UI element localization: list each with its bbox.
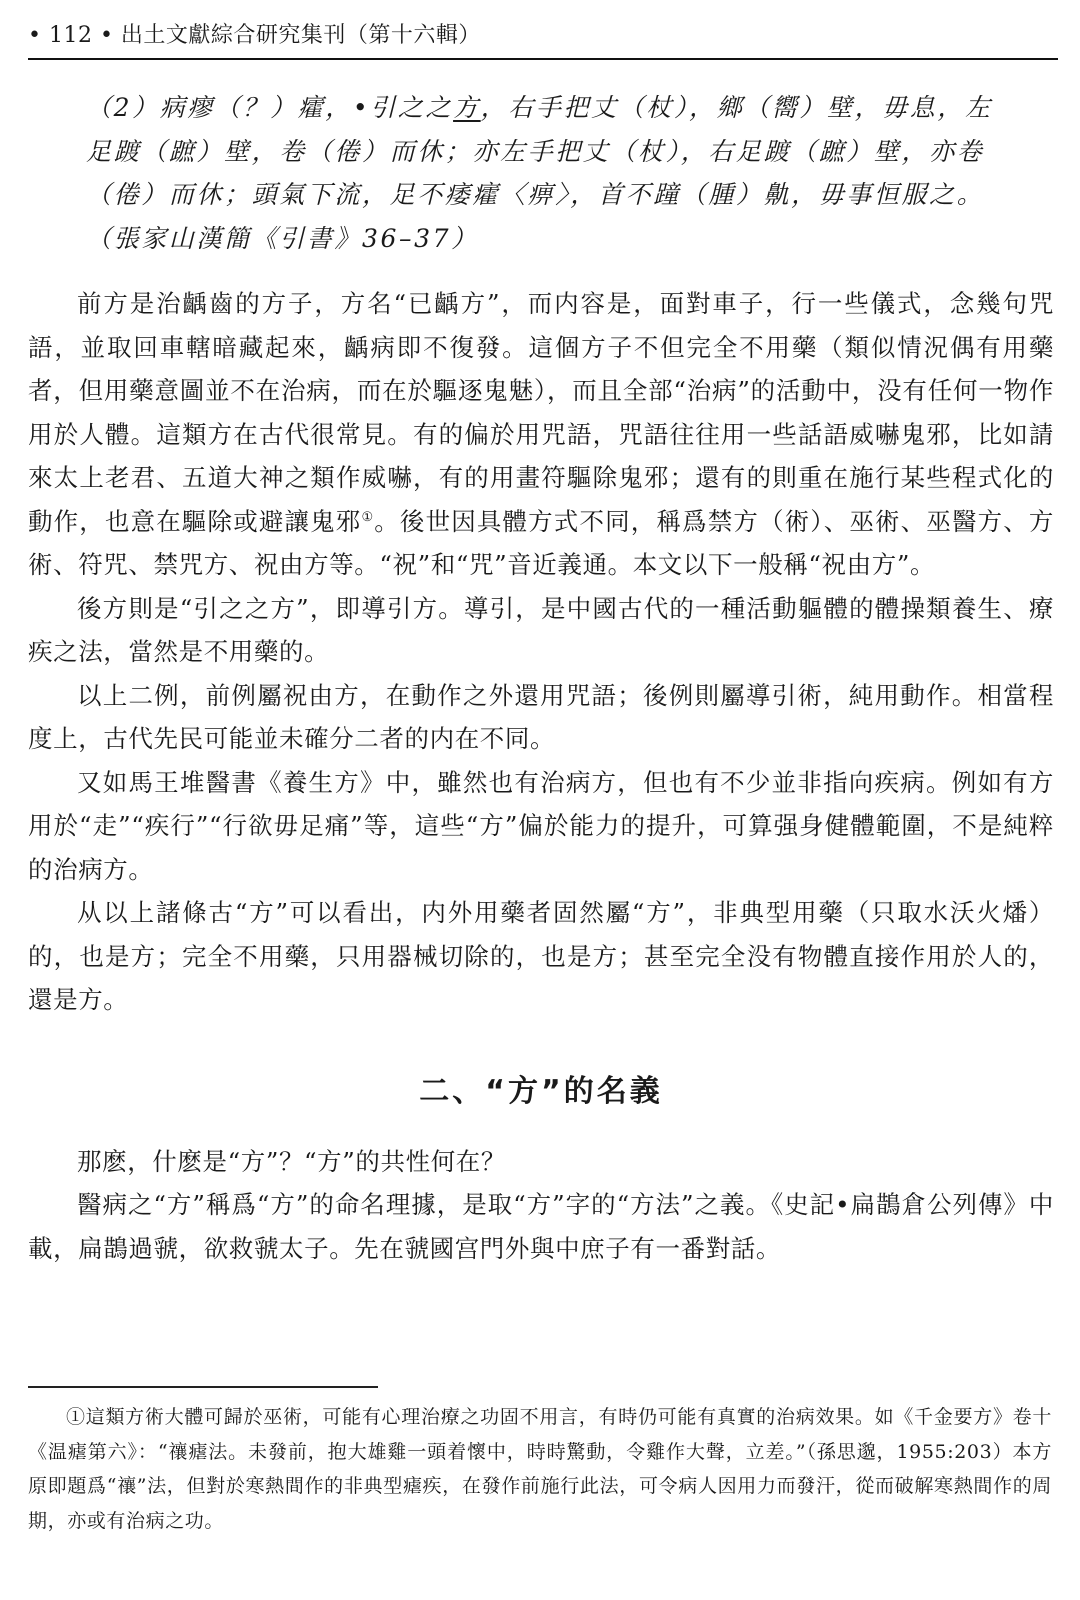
block-quote [86, 86, 996, 260]
body-text-section-one [28, 282, 1054, 1022]
page-body [28, 86, 1054, 1270]
paragraph-1 [28, 282, 1054, 587]
quote-text-start: （2）病瘳（？）癨，•引之之 [86, 93, 454, 122]
paragraph-6: 那麽，什麽是“方”？“方”的共性何在？ [77, 1146, 506, 1176]
footnote-1: ①這類方術大體可歸於巫術，可能有心理治療之功固不用言，有時仍可能有真實的治病效果。如《千金要方》卷十《温瘧第六》：“禳瘧法。未發前，抱大雄雞一頭着懷中，時時驚動，令雞作大聲，立差。”（孫思邈，1955:203）本方原即題爲“禳”法，但對於寒熱間作的非典型瘧疾，在發作前施行此法，可令病人因用力而發汗，從而破解寒熱間作的周期，亦或有治病之功。 [28, 1406, 1052, 1532]
section-heading: 二、“方”的名義 [419, 1073, 663, 1109]
body-text-section-two [28, 1140, 1054, 1271]
paragraph-4: 又如馬王堆醫書《養生方》中，雖然也有治病方，但也有不少並非指向疾病。例如有方用於“走”“疾行”“行欲毋足痛”等，這些“方”偏於能力的提升，可算强身健體範圍，不是純粹的治病方。 [28, 767, 1054, 884]
paragraph-1-text-a: 前方是治齲齒的方子，方名“已齲方”，而内容是，面對車子，行一些儀式，念幾句咒語，並取回車轄暗藏起來，齲病即不復發。這個方子不但完全不用藥（類似情況偶有用藥者，但用藥意圖並不在治病，而在於驅逐鬼魅），而且全部“治病”的活動中，没有任何一物作用於人體。這類方在古代很常見。有的偏於用咒語，咒語往往用一些話語威嚇鬼邪，比如請來太上老君、五道大神之類作威嚇，有的用畫符驅除鬼邪；還有的則重在施行某些程式化的動作，也意在驅除或避讓鬼邪 [28, 289, 1054, 536]
paragraph-2: 後方則是“引之之方”，即導引方。導引，是中國古代的一種活動軀體的體操類養生、療疾之法，當然是不用藥的。 [28, 593, 1054, 666]
footnote-ref-1[interactable]: ① [361, 509, 375, 525]
paragraph-1-text-b: 。後世因具體方式不同，稱爲禁方（術）、巫術、巫醫方、方術、符咒、禁咒方、祝由方等。“祝”和“咒”音近義通。本文以下一般稱“祝由方”。 [28, 506, 1054, 579]
paragraph-5: 从以上諸條古“方”可以看出，内外用藥者固然屬“方”，非典型用藥（只取水沃火燔）的，也是方；完全不用藥，只用器械切除的，也是方；甚至完全没有物體直接作用於人的，還是方。 [28, 898, 1054, 1014]
quote-text-end: ，右手把丈（杖），鄉（嚮）壁，毋息，左足踱（蹠）壁，卷（倦）而休；亦左手把丈（杖），右足踱（蹠）壁，亦卷（倦）而休；頭氣下流，足不痿癨〈痹〉，首不蹱（腫）鼽，毋事恒服之。（張家山漢簡《引書》36–37） [86, 93, 993, 253]
footnote-divider [28, 1386, 378, 1388]
paragraph-7: 醫病之“方”稱爲“方”的命名理據，是取“方”字的“方法”之義。《史記•扁鵲倉公列傳》中載，扁鵲過虢，欲救虢太子。先在虢國宫門外與中庶子有一番對話。 [28, 1190, 1054, 1263]
quote-underlined-word: 方 [453, 93, 481, 122]
paragraph-3: 以上二例，前例屬祝由方，在動作之外還用咒語；後例則屬導引術，純用動作。相當程度上，古代先民可能並未確分二者的内在不同。 [28, 680, 1054, 753]
running-head: • 112 • 出土文獻綜合研究集刊（第十六輯） [28, 20, 1058, 60]
